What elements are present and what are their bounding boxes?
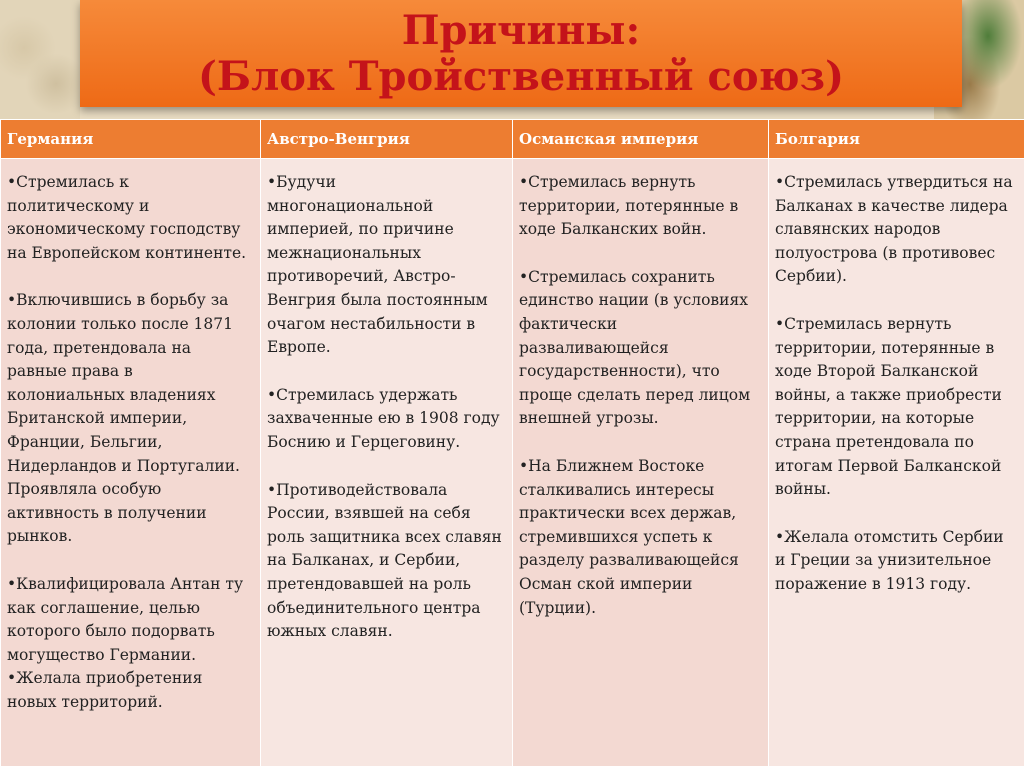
- background-map-decoration: [0, 0, 80, 120]
- causes-table: [0, 119, 1024, 767]
- table-header-row: [1, 120, 1024, 159]
- header-ottoman-empire: Османская империя: [513, 120, 769, 159]
- header-austria-hungary: Австро-Венгрия: [261, 120, 513, 159]
- slide-title: Причины:: [401, 7, 641, 54]
- cell-ottoman-empire: [513, 159, 769, 767]
- bulgaria-cause-3: •Желала отомстить Сербии и Греции за унизительное поражение в 1913 году.: [775, 527, 1004, 593]
- austria-cause-2: •Стремилась удержать захваченные ею в 1908 году Боснию и Герцеговину.: [267, 385, 500, 451]
- header-germany: Германия: [1, 120, 261, 159]
- germany-cause-4: •Желала приобретения новых территорий.: [7, 669, 203, 711]
- cell-bulgaria: [769, 159, 1024, 767]
- germany-cause-3: •Квалифицировала Антан ту как соглашение, целью которого было подорвать могущество Германии.: [7, 574, 244, 664]
- title-banner: [80, 0, 962, 107]
- bulgaria-cause-2: •Стремилась вернуть территории, потерянные в ходе Второй Балканской войны, а также приобрести территории, на которые страна претендовала по итогам Первой Балканской войны.: [775, 314, 1002, 499]
- germany-cause-1: •Стремилась к политическому и экономическому господству на Европейском континенте.: [7, 173, 247, 262]
- ottoman-cause-1: •Стремилась вернуть территории, потерянные в ходе Балканских войн.: [519, 173, 739, 239]
- germany-cause-2: •Включившись в борьбу за колонии только после 1871 года, претендовала на равные права в колониальных владениях Британской империи, Франции, Бельгии, Нидерландов и Португалии. Проявляла особую активность в получении рынков.: [7, 291, 240, 546]
- header-bulgaria: Болгария: [769, 120, 1024, 159]
- austria-cause-1: •Будучи многонациональной империей, по причине межнациональных противоречий, Австро-Венгрия была постоянным очагом нестабильности в Европе.: [267, 173, 488, 357]
- ottoman-cause-2: •Стремилась сохранить единство нации (в условиях фактически разваливающейся государственности), что проще сделать перед лицом внешней угрозы.: [519, 267, 751, 428]
- austria-cause-3: •Противодействовала России, взявшей на себя роль защитника всех славян на Балканах, и Сербии, претендовавшей на роль объединительного центра южных славян.: [267, 480, 502, 641]
- ottoman-cause-3: •На Ближнем Востоке сталкивались интересы практически всех держав, стремившихся успеть к разделу разваливающейся Осман ской империи (Турции).: [519, 456, 739, 617]
- slide-subtitle: (Блок Тройственный союз): [197, 53, 844, 100]
- table-body-row: [1, 159, 1024, 767]
- bulgaria-cause-1: •Стремилась утвердиться на Балканах в качестве лидера славянских народов полуострова (в противовес Сербии).: [775, 173, 1013, 286]
- cell-austria-hungary: [261, 159, 513, 767]
- cell-germany: [1, 159, 261, 767]
